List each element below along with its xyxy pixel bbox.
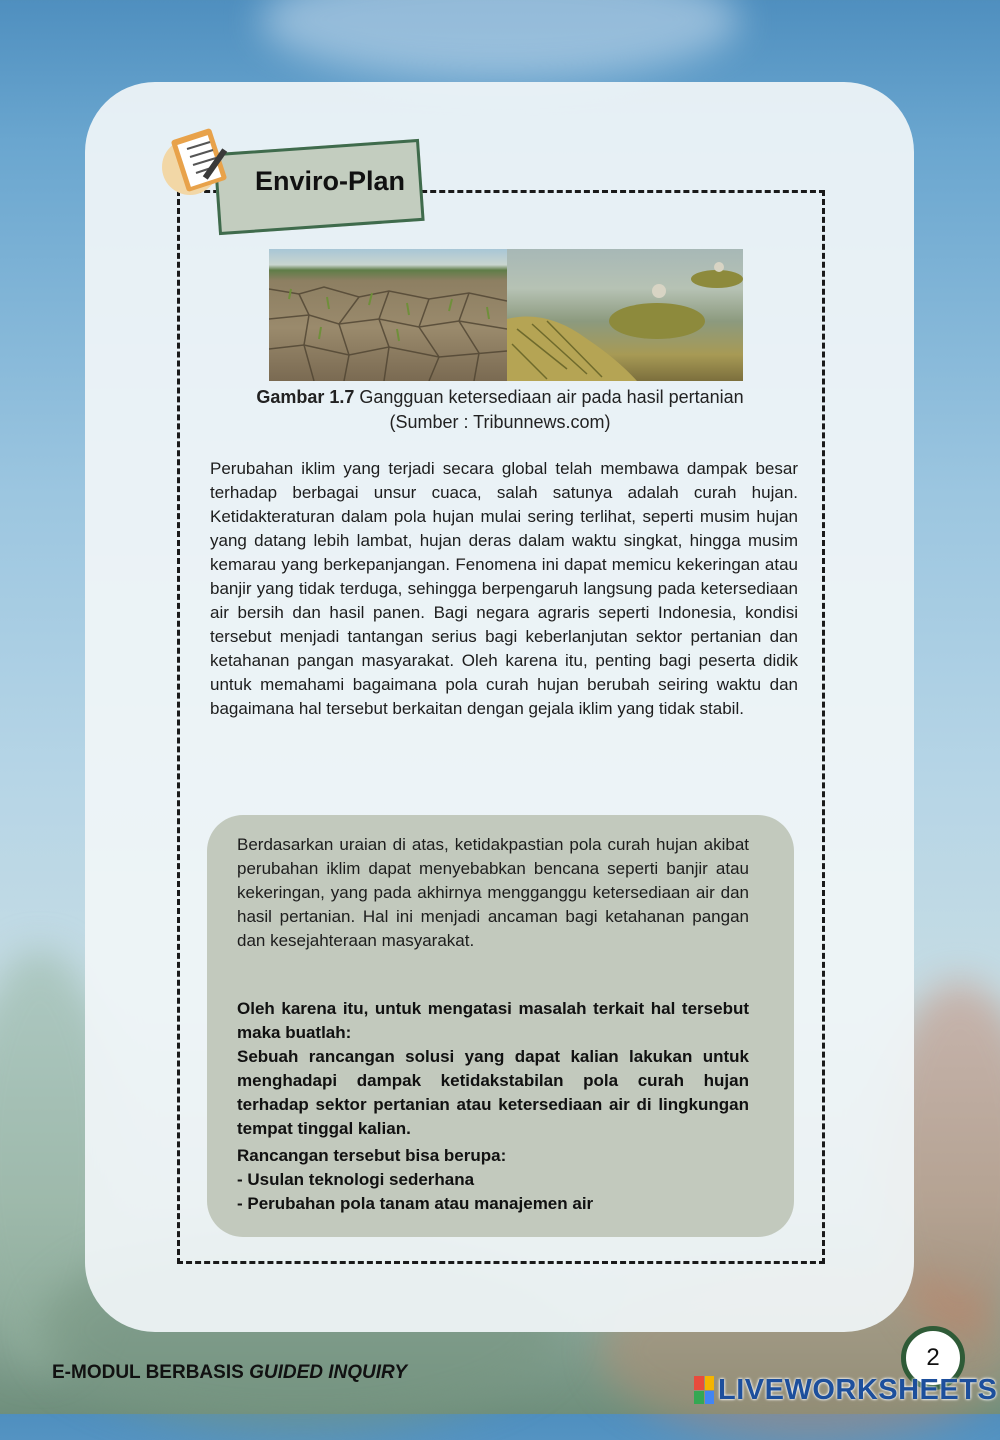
figure-label: Gambar 1.7 <box>256 387 355 407</box>
intro-paragraph: Perubahan iklim yang terjadi secara global telah membawa dampak besar terhadap berbagai unsur cuaca, salah satunya adalah curah hujan. Ketidakteraturan dalam pola hujan mulai sering terlihat, seperti musim hujan yang datang lebih lambat, hujan deras dalam waktu singkat, hingga musim kemarau yang berkepanjangan. Fenomena ini dapat memicu kekeringan atau banjir yang tidak terduga, sehingga berpengaruh langsung pada ketersediaan air bersih dan hasil panen. Bagi negara agraris seperti Indonesia, kondisi tersebut menjadi tantangan serius bagi keberlanjutan sektor pertanian dan ketahanan pangan masyarakat. Oleh karena itu, penting bagi peserta didik untuk memahami bagaimana pola curah hujan berubah seiring waktu dan bagaimana hal tersebut berkaitan dengan gejala iklim yang tidak stabil. <box>210 459 798 718</box>
option-item: - Usulan teknologi sederhana <box>237 1170 475 1189</box>
options-list <box>237 1144 749 1216</box>
page-number: 2 <box>901 1326 965 1390</box>
liveworksheets-brand-text: LIVEWORKSHEETS <box>718 1373 998 1406</box>
liveworksheets-logo[interactable] <box>694 1375 997 1405</box>
flooded-rice-field-photo <box>507 249 743 381</box>
footer-module-label: E-MODUL BERBASIS GUIDED INQUIRY <box>52 1362 408 1383</box>
dry-cracked-field-photo <box>269 249 507 381</box>
options-intro: Rancangan tersebut bisa berupa: <box>237 1146 507 1165</box>
figure-caption <box>200 385 800 435</box>
figure-source: (Sumber : Tribunnews.com) <box>389 412 611 432</box>
summary-text: Berdasarkan uraian di atas, ketidakpastian pola curah hujan akibat perubahan iklim dapat menyebabkan bencana seperti banjir atau kekeringan, yang pada akhirnya mengganggu ketersediaan air dan hasil pertanian. Hal ini menjadi ancaman bagi ketahanan pangan dan kesejahteraan masyarakat. <box>237 835 749 950</box>
task-intro: Oleh karena itu, untuk mengatasi masalah terkait hal tersebut maka buatlah: <box>237 999 749 1042</box>
liveworksheets-badge-icon <box>694 1376 714 1404</box>
task-body: Sebuah rancangan solusi yang dapat kalian lakukan untuk menghadapi dampak ketidakstabilan pola curah hujan terhadap sektor pertanian atau ketersediaan air di lingkungan tempat tinggal kalian. <box>237 1047 749 1138</box>
task-instructions <box>237 997 749 1141</box>
background-cloud <box>260 0 740 80</box>
option-item: - Perubahan pola tanam atau manajemen air <box>237 1194 594 1213</box>
page-title: Enviro-Plan <box>254 166 406 196</box>
figure-caption-text: Gangguan ketersediaan air pada hasil pertanian <box>359 387 744 407</box>
